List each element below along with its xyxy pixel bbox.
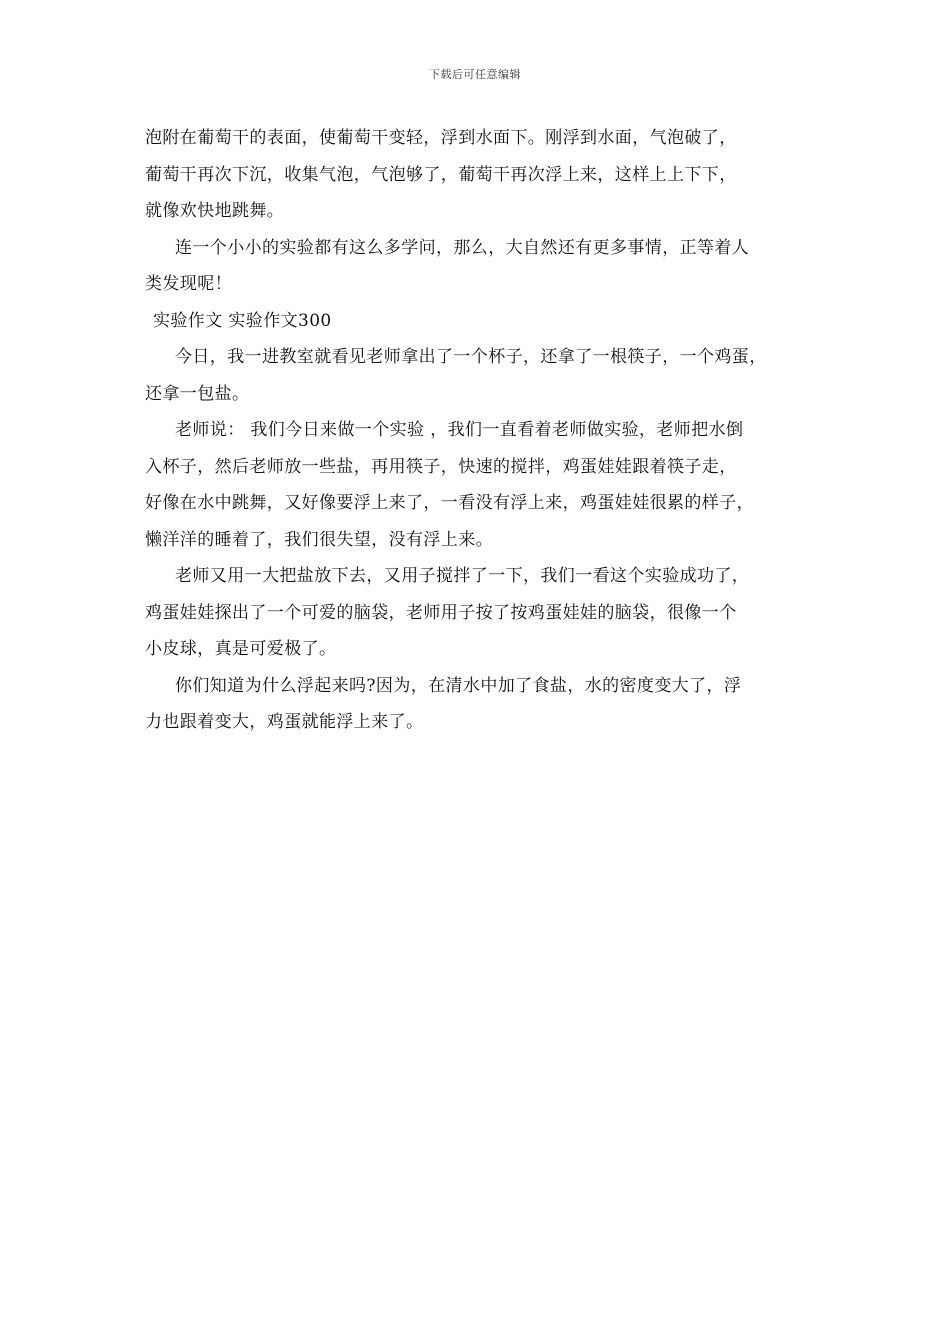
paragraph-line: 鸡蛋娃娃探出了一个可爱的脑袋，老师用子按了按鸡蛋娃娃的脑袋，很像一个 bbox=[145, 602, 737, 623]
paragraph-line: 还拿一包盐。 bbox=[145, 383, 250, 404]
paragraph-line: 类发现呢！ bbox=[145, 274, 232, 294]
paragraph-line: 力也跟着变大，鸡蛋就能浮上来了。 bbox=[145, 712, 424, 732]
page-header: 下载后可任意编辑 bbox=[429, 68, 521, 81]
paragraph-line: 懒洋洋的睡着了，我们很失望，没有浮上来。 bbox=[145, 529, 493, 550]
paragraph-line: 老师说： 我们今日来做一个实验 ，我们一直看着老师做实验，老师把水倒 bbox=[175, 420, 744, 440]
paragraph-line: 小皮球，真是可爱极了。 bbox=[145, 639, 337, 659]
essay-title: 实验作文 实验作文300 bbox=[153, 310, 332, 331]
paragraph-line: 就像欢快地跳舞。 bbox=[145, 201, 285, 221]
paragraph-line: 你们知道为什么浮起来吗?因为，在清水中加了食盐，水的密度变大了，浮 bbox=[175, 675, 742, 696]
paragraph-line: 泡附在葡萄干的表面，使葡萄干变轻，浮到水面下。刚浮到水面，气泡破了， bbox=[145, 128, 737, 148]
paragraph-line: 老师又用一大把盐放下去，又用子搅拌了一下，我们一看这个实验成功了， bbox=[175, 566, 750, 586]
paragraph-line: 葡萄干再次下沉，收集气泡，气泡够了，葡萄干再次浮上来，这样上上下下， bbox=[145, 164, 737, 185]
document-body bbox=[145, 120, 815, 741]
paragraph-line: 连一个小小的实验都有这么多学问，那么，大自然还有更多事情，正等着人 bbox=[175, 237, 750, 258]
paragraph-line: 好像在水中跳舞，又好像要浮上来了，一看没有浮上来，鸡蛋娃娃很累的样子， bbox=[145, 493, 754, 513]
paragraph-line: 入杯子，然后老师放一些盐，再用筷子，快速的搅拌，鸡蛋娃娃跟着筷子走， bbox=[145, 456, 737, 477]
paragraph-line: 今日，我一进教室就看见老师拿出了一个杯子，还拿了一根筷子，一个鸡蛋， bbox=[175, 347, 767, 367]
